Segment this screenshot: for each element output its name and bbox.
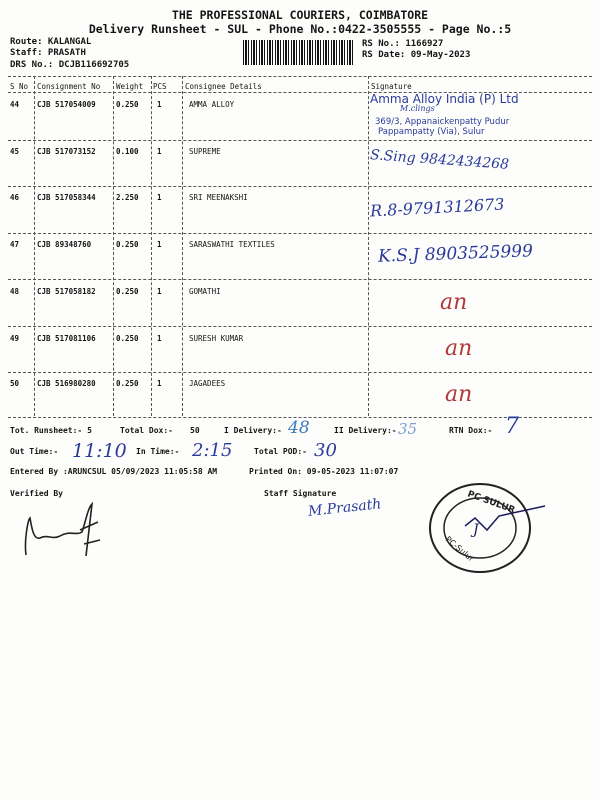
row-consignee: SUPREME — [189, 147, 221, 156]
row-weight: 0.250 — [116, 287, 139, 296]
total-pod-label: Total POD:- — [254, 447, 307, 456]
total-pod-handwritten: 30 — [314, 440, 337, 461]
row-divider — [8, 140, 592, 141]
row-sno: 50 — [10, 379, 20, 388]
row-consignee: SURESH KUMAR — [189, 334, 244, 343]
row-weight: 0.250 — [116, 100, 139, 109]
col-header-weight: Weight — [116, 82, 144, 91]
handwritten-signature: an — [445, 382, 473, 407]
company-stamp-name: Amma Alloy India (P) Ltd — [370, 92, 519, 106]
row-divider — [8, 279, 592, 280]
row-consignee: SRI MEENAKSHI — [189, 193, 248, 202]
row-consignment: CJB 517058344 — [37, 193, 96, 202]
rs-date: RS Date: 09-May-2023 — [362, 50, 471, 60]
row-pcs: 1 — [157, 334, 162, 343]
out-time-handwritten: 11:10 — [72, 440, 127, 462]
row-weight: 0.100 — [116, 147, 139, 156]
row-sno: 47 — [10, 240, 20, 249]
row-consignment: CJB 89348760 — [37, 240, 92, 249]
col-header-signature: Signature — [371, 82, 412, 91]
tot-runsheet: Tot. Runsheet:- 5 — [10, 426, 92, 435]
row-divider — [8, 186, 592, 187]
i-delivery-handwritten: 48 — [288, 418, 310, 438]
row-consignment: CJB 517058182 — [37, 287, 96, 296]
company-stamp-address: 369/3, Appanaickenpatty Pudur — [375, 117, 510, 127]
total-dox-label: Total Dox:- — [120, 426, 173, 435]
row-pcs: 1 — [157, 100, 162, 109]
row-sno: 49 — [10, 334, 20, 343]
column-divider — [182, 76, 183, 416]
total-dox-value: 50 — [190, 426, 200, 435]
handwritten-signature: S.Sing 9842434268 — [369, 147, 510, 173]
table-top-divider — [8, 76, 592, 77]
column-divider — [34, 76, 35, 416]
company-title: THE PROFESSIONAL COURIERS, COIMBATORE — [171, 8, 429, 22]
ii-delivery-label: II Delivery:- — [334, 426, 397, 435]
ii-delivery-handwritten: 35 — [398, 420, 418, 438]
barcode — [243, 40, 355, 65]
route-label: Route: KALANGAL — [10, 37, 92, 47]
row-weight: 0.250 — [116, 240, 139, 249]
row-weight: 2.250 — [116, 193, 139, 202]
row-pcs: 1 — [157, 379, 162, 388]
company-stamp-address: Pappampatty (Via), Sulur — [378, 127, 485, 137]
out-time-label: Out Time:- — [10, 447, 59, 456]
staff-signature-label: Staff Signature — [264, 489, 337, 498]
entered-by: Entered By :ARUNCSUL 05/09/2023 11:05:58 AM — [10, 467, 218, 476]
row-sno: 46 — [10, 193, 20, 202]
row-consignment: CJB 516980280 — [37, 379, 96, 388]
printed-on: Printed On: 09-05-2023 11:07:07 — [249, 467, 399, 476]
seal-bottom-text: PC-Sulur — [443, 534, 476, 564]
verified-signature-scribble — [20, 500, 110, 562]
staff-label: Staff: PRASATH — [10, 48, 86, 58]
row-consignee: JAGADEES — [189, 379, 226, 388]
row-sno: 45 — [10, 147, 20, 156]
verified-by-label: Verified By — [10, 489, 63, 498]
drs-number: DRS No.: DCJB116692705 — [10, 60, 130, 70]
rtn-dox-handwritten: 7 — [505, 414, 519, 439]
row-consignee: SARASWATHI TEXTILES — [189, 240, 275, 249]
in-time-handwritten: 2:15 — [192, 440, 233, 461]
row-consignee: AMMA ALLOY — [189, 100, 235, 109]
row-divider — [8, 233, 592, 234]
row-pcs: 1 — [157, 240, 162, 249]
in-time-label: In Time:- — [136, 447, 180, 456]
row-weight: 0.250 — [116, 334, 139, 343]
row-pcs: 1 — [157, 287, 162, 296]
col-header-sno: S No — [10, 82, 29, 91]
column-divider — [368, 76, 369, 416]
staff-signature-handwritten: M.Prasath — [307, 496, 383, 520]
row-consignment: CJB 517054009 — [37, 100, 96, 109]
handwritten-signature: K.S.J 8903525999 — [377, 241, 534, 267]
pc-sulur-seal — [425, 478, 555, 578]
row-consignment: CJB 517081106 — [37, 334, 96, 343]
rtn-dox-label: RTN Dox:- — [449, 426, 493, 435]
row-consignee: GOMATHI — [189, 287, 221, 296]
row-pcs: 1 — [157, 147, 162, 156]
seal-top-text: PC SULUR — [465, 489, 517, 516]
row-divider — [8, 372, 592, 373]
row-pcs: 1 — [157, 193, 162, 202]
handwritten-signature: M.clings — [400, 104, 435, 113]
svg-text:J: J — [473, 522, 479, 538]
handwritten-signature: R.8-9791312673 — [369, 194, 505, 221]
col-header-consignment: Consignment No — [37, 82, 101, 91]
handwritten-signature: an — [445, 336, 473, 361]
i-delivery-label: I Delivery:- — [224, 426, 282, 435]
row-consignment: CJB 517073152 — [37, 147, 96, 156]
row-divider — [8, 326, 592, 327]
row-sno: 44 — [10, 100, 20, 109]
row-sno: 48 — [10, 287, 20, 296]
col-header-pcs: PCS — [153, 82, 167, 91]
col-header-consignee: Consignee Details — [185, 82, 262, 91]
handwritten-signature: an — [440, 290, 468, 315]
column-divider — [113, 76, 114, 416]
column-divider — [151, 76, 152, 416]
row-weight: 0.250 — [116, 379, 139, 388]
runsheet-subtitle: Delivery Runsheet - SUL - Phone No.:0422-3505555 - Page No.:5 — [88, 22, 512, 36]
rs-number: RS No.: 1166927 — [362, 39, 444, 49]
